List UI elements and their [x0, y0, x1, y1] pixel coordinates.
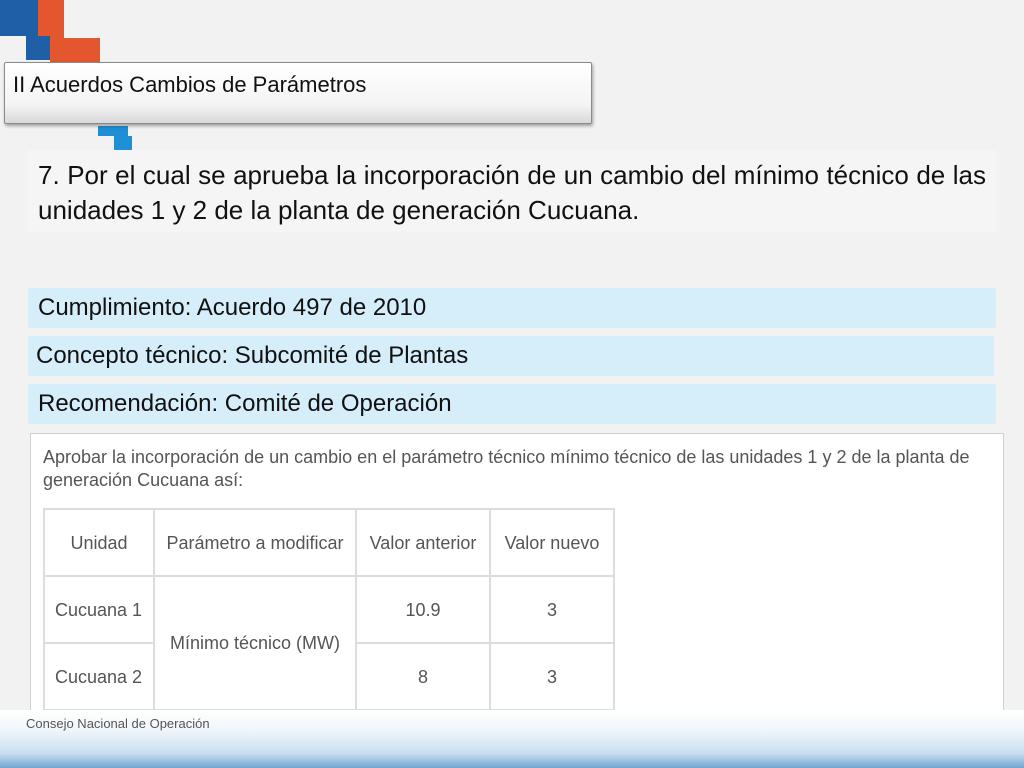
compliance-band	[28, 288, 996, 328]
technical-concept-band	[28, 336, 994, 376]
old-value-cell: 10.9	[356, 576, 490, 643]
logo-block-blue	[0, 0, 38, 36]
header-valor-nuevo: Valor nuevo	[490, 509, 614, 576]
new-value-cell: 3	[490, 576, 614, 643]
parameter-table	[43, 508, 615, 711]
agreement-excerpt	[30, 433, 1004, 712]
agreement-statement-text: 7. Por el cual se aprueba la incorporación de un cambio del mínimo técnico de las unidades 1 y 2 de la planta de generación Cucuana.	[38, 160, 986, 225]
recommendation-text: Recomendación: Comité de Operación	[38, 390, 452, 417]
compliance-text: Cumplimiento: Acuerdo 497 de 2010	[38, 294, 427, 321]
excerpt-text: Aprobar la incorporación de un cambio en el parámetro técnico mínimo técnico de las unidades 1 y 2 de la planta de generación Cucuana así:	[43, 447, 970, 490]
technical-concept-text: Concepto técnico: Subcomité de Plantas	[36, 342, 469, 369]
header-unidad: Unidad	[44, 509, 154, 576]
parameter-cell: Mínimo técnico (MW)	[154, 576, 356, 710]
unit-cell: Cucuana 2	[44, 643, 154, 710]
footer-bar	[0, 710, 1024, 768]
page-title: II Acuerdos Cambios de Parámetros	[13, 72, 367, 97]
recommendation-band	[28, 384, 996, 424]
accent-block-blue	[98, 126, 128, 136]
footer-organization: Consejo Nacional de Operación	[26, 716, 210, 731]
new-value-cell: 3	[490, 643, 614, 710]
logo-block-red-2	[50, 38, 100, 62]
unit-cell: Cucuana 1	[44, 576, 154, 643]
table-header-row	[44, 509, 614, 576]
header-valor-anterior: Valor anterior	[356, 509, 490, 576]
title-box	[4, 62, 592, 124]
accent-block-blue-2	[114, 136, 132, 150]
table-row	[44, 576, 614, 643]
agreement-statement	[28, 150, 996, 232]
old-value-cell: 8	[356, 643, 490, 710]
header-parametro: Parámetro a modificar	[154, 509, 356, 576]
logo-block-red	[38, 0, 64, 38]
logo-block-blue-2	[26, 36, 50, 60]
